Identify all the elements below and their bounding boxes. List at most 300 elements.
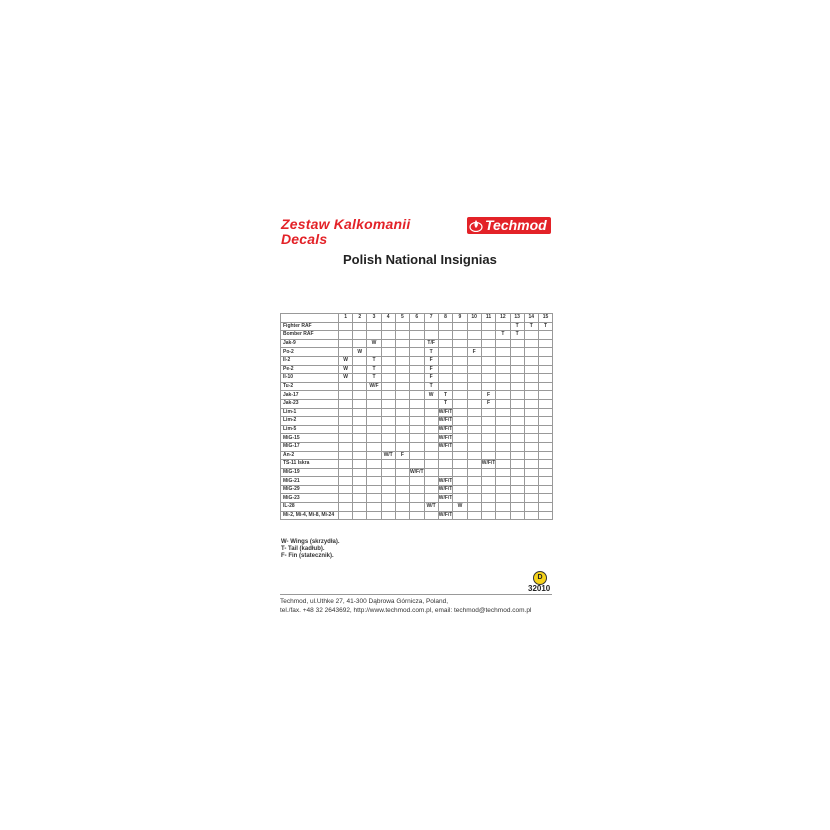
table-cell xyxy=(381,477,395,486)
table-cell xyxy=(467,485,481,494)
table-cell xyxy=(381,382,395,391)
table-cell xyxy=(467,356,481,365)
table-cell xyxy=(353,442,367,451)
table-cell xyxy=(467,477,481,486)
aircraft-name: Tu-2 xyxy=(281,382,339,391)
table-cell xyxy=(381,425,395,434)
column-header: 9 xyxy=(453,314,467,323)
table-cell xyxy=(496,442,510,451)
table-row xyxy=(281,477,553,486)
legend-wings: W- Wings (skrzydła). xyxy=(281,539,340,545)
table-cell xyxy=(481,331,496,340)
aircraft-name: Il-10 xyxy=(281,374,339,383)
table-cell xyxy=(453,460,467,469)
table-cell: F xyxy=(481,399,496,408)
table-cell xyxy=(367,408,381,417)
divider xyxy=(280,594,552,595)
table-cell xyxy=(453,434,467,443)
table-cell xyxy=(395,399,409,408)
table-cell: W/F/T xyxy=(438,417,453,424)
table-cell xyxy=(409,399,424,408)
table-cell xyxy=(424,460,438,469)
aircraft-name: MiG-19 xyxy=(281,468,339,477)
table-row xyxy=(281,494,553,503)
table-cell: F xyxy=(424,365,438,374)
table-cell xyxy=(481,477,496,486)
table-cell xyxy=(467,399,481,408)
table-cell xyxy=(510,391,524,400)
table-cell xyxy=(496,382,510,391)
table-cell xyxy=(453,511,467,520)
table-cell xyxy=(453,417,467,426)
table-cell xyxy=(395,348,409,357)
table-cell xyxy=(496,356,510,365)
table-cell xyxy=(353,374,367,383)
table-cell xyxy=(381,365,395,374)
table-cell xyxy=(510,494,524,503)
table-cell: W/F/T xyxy=(438,443,453,450)
table-cell xyxy=(353,399,367,408)
table-cell xyxy=(481,434,496,443)
table-cell xyxy=(395,494,409,503)
table-cell xyxy=(510,382,524,391)
table-cell xyxy=(496,503,510,512)
table-cell xyxy=(367,460,381,469)
table-cell xyxy=(381,339,395,348)
table-cell xyxy=(538,365,552,374)
table-cell xyxy=(524,391,538,400)
table-cell xyxy=(353,382,367,391)
table-cell xyxy=(395,417,409,426)
table-cell xyxy=(438,460,453,469)
table-cell xyxy=(438,468,453,477)
table-cell xyxy=(524,451,538,460)
table-cell: T/F xyxy=(424,339,438,348)
table-cell xyxy=(481,374,496,383)
table-cell xyxy=(381,322,395,331)
table-cell xyxy=(496,434,510,443)
table-cell: W xyxy=(424,391,438,400)
table-cell xyxy=(481,468,496,477)
table-cell xyxy=(510,485,524,494)
table-cell xyxy=(381,494,395,503)
table-cell xyxy=(395,434,409,443)
table-cell xyxy=(496,374,510,383)
table-cell xyxy=(367,331,381,340)
table-cell xyxy=(409,477,424,486)
table-cell xyxy=(453,382,467,391)
column-header: 3 xyxy=(367,314,381,323)
table-cell xyxy=(367,477,381,486)
table-cell xyxy=(395,442,409,451)
table-cell xyxy=(438,374,453,383)
table-cell xyxy=(367,425,381,434)
table-cell xyxy=(538,477,552,486)
table-cell xyxy=(353,339,367,348)
table-cell xyxy=(424,468,438,477)
table-cell xyxy=(424,434,438,443)
table-cell xyxy=(453,485,467,494)
table-cell xyxy=(353,417,367,426)
table-cell xyxy=(481,365,496,374)
table-cell xyxy=(538,348,552,357)
table-cell xyxy=(467,408,481,417)
table-cell xyxy=(453,399,467,408)
aircraft-name: IL-28 xyxy=(281,503,339,512)
table-cell xyxy=(367,451,381,460)
table-cell xyxy=(424,399,438,408)
aircraft-name: MiG-23 xyxy=(281,494,339,503)
techmod-logo xyxy=(467,217,551,234)
table-cell xyxy=(367,494,381,503)
table-cell xyxy=(524,382,538,391)
table-cell xyxy=(453,451,467,460)
table-cell xyxy=(538,417,552,426)
table-cell: T xyxy=(510,322,524,331)
table-cell xyxy=(467,391,481,400)
table-row xyxy=(281,382,553,391)
table-body xyxy=(281,322,553,520)
table-cell xyxy=(524,417,538,426)
table-cell: F xyxy=(424,374,438,383)
table-cell xyxy=(438,339,453,348)
table-cell xyxy=(381,468,395,477)
table-cell: W xyxy=(367,339,381,348)
table-cell xyxy=(339,382,353,391)
table-cell xyxy=(353,391,367,400)
table-cell xyxy=(453,477,467,486)
table-cell xyxy=(453,365,467,374)
legend-tail: T- Tail (kadłub). xyxy=(281,546,325,552)
column-header: 11 xyxy=(481,314,496,323)
aircraft-name: Lim-5 xyxy=(281,425,339,434)
table-cell xyxy=(367,434,381,443)
table-cell xyxy=(339,442,353,451)
table-cell xyxy=(467,460,481,469)
table-cell xyxy=(496,425,510,434)
column-header: 7 xyxy=(424,314,438,323)
column-header: 1 xyxy=(339,314,353,323)
legend-fin: F- Fin (statecznik). xyxy=(281,553,334,559)
table-cell xyxy=(538,494,552,503)
table-cell xyxy=(510,434,524,443)
table-cell xyxy=(467,382,481,391)
table-cell xyxy=(510,399,524,408)
table-cell xyxy=(510,365,524,374)
table-row xyxy=(281,356,553,365)
table-cell xyxy=(381,348,395,357)
column-header: 6 xyxy=(409,314,424,323)
table-cell: T xyxy=(496,331,510,340)
table-cell xyxy=(367,417,381,426)
table-cell xyxy=(538,408,552,417)
column-header: 13 xyxy=(510,314,524,323)
table-cell xyxy=(453,331,467,340)
table-cell xyxy=(481,356,496,365)
table-row xyxy=(281,503,553,512)
table-cell xyxy=(395,485,409,494)
table-cell xyxy=(381,408,395,417)
table-cell xyxy=(339,408,353,417)
table-cell xyxy=(339,434,353,443)
table-cell: W/F/T xyxy=(438,434,453,441)
table-row xyxy=(281,331,553,340)
table-cell xyxy=(510,417,524,426)
table-cell xyxy=(496,417,510,426)
table-cell xyxy=(496,322,510,331)
table-cell xyxy=(538,339,552,348)
table-cell xyxy=(353,494,367,503)
table-cell xyxy=(510,339,524,348)
table-row xyxy=(281,442,553,451)
column-header: 10 xyxy=(467,314,481,323)
aircraft-name: Pe-2 xyxy=(281,365,339,374)
table-cell xyxy=(510,511,524,520)
table-cell xyxy=(524,365,538,374)
table-cell xyxy=(424,477,438,486)
table-cell xyxy=(538,382,552,391)
table-cell: T xyxy=(424,382,438,391)
table-cell xyxy=(438,451,453,460)
table-cell xyxy=(409,365,424,374)
table-cell xyxy=(510,477,524,486)
table-cell: F xyxy=(424,356,438,365)
table-cell xyxy=(381,434,395,443)
table-cell xyxy=(438,503,453,512)
table-cell xyxy=(496,451,510,460)
table-cell xyxy=(438,331,453,340)
table-cell xyxy=(353,460,367,469)
table-cell: W/F/T xyxy=(438,486,453,493)
aircraft-name: TS-11 Iskra xyxy=(281,460,339,469)
table-cell xyxy=(339,391,353,400)
table-cell xyxy=(496,477,510,486)
table-cell xyxy=(538,399,552,408)
table-cell xyxy=(395,460,409,469)
table-cell xyxy=(524,511,538,520)
table-row xyxy=(281,425,553,434)
table-cell xyxy=(353,434,367,443)
table-cell xyxy=(353,485,367,494)
table-cell xyxy=(424,511,438,520)
table-cell xyxy=(353,511,367,520)
letter-badge: D xyxy=(533,571,547,585)
table-cell xyxy=(409,382,424,391)
table-cell: T xyxy=(367,356,381,365)
table-cell xyxy=(395,477,409,486)
table-cell xyxy=(339,477,353,486)
table-cell xyxy=(467,442,481,451)
table-cell: W xyxy=(353,348,367,357)
table-row xyxy=(281,339,553,348)
table-cell xyxy=(510,460,524,469)
table-row xyxy=(281,399,553,408)
table-row xyxy=(281,417,553,426)
table-cell xyxy=(438,365,453,374)
table-cell xyxy=(353,356,367,365)
table-cell xyxy=(467,322,481,331)
table-cell xyxy=(467,494,481,503)
title-line-1: Zestaw Kalkomanii xyxy=(281,216,411,232)
table-cell xyxy=(367,348,381,357)
table-cell xyxy=(424,494,438,503)
table-cell xyxy=(538,442,552,451)
table-cell xyxy=(381,503,395,512)
footer-address: Techmod, ul.Uthke 27, 41-300 Dąbrowa Górnicza, Poland, xyxy=(280,598,449,605)
table-cell xyxy=(524,503,538,512)
table-cell xyxy=(538,374,552,383)
table-cell xyxy=(481,417,496,426)
aircraft-name: Jak-17 xyxy=(281,391,339,400)
table-cell xyxy=(381,331,395,340)
table-cell xyxy=(409,494,424,503)
table-cell xyxy=(339,451,353,460)
table-row xyxy=(281,322,553,331)
table-cell xyxy=(453,339,467,348)
table-cell xyxy=(367,468,381,477)
table-cell xyxy=(395,322,409,331)
table-cell xyxy=(481,485,496,494)
column-header: 14 xyxy=(524,314,538,323)
table-cell xyxy=(438,356,453,365)
table-cell: W xyxy=(339,356,353,365)
table-cell xyxy=(467,374,481,383)
table-cell xyxy=(367,442,381,451)
table-cell xyxy=(496,339,510,348)
table-cell xyxy=(395,408,409,417)
table-row xyxy=(281,408,553,417)
table-cell xyxy=(339,425,353,434)
table-cell xyxy=(339,322,353,331)
table-cell xyxy=(467,434,481,443)
legend xyxy=(281,539,340,560)
table-cell xyxy=(453,374,467,383)
table-cell xyxy=(409,485,424,494)
table-cell: T xyxy=(438,391,453,400)
table-cell xyxy=(524,399,538,408)
table-cell xyxy=(424,417,438,426)
table-cell xyxy=(481,503,496,512)
column-header: 12 xyxy=(496,314,510,323)
table-cell xyxy=(467,417,481,426)
page-subtitle: Polish National Insignias xyxy=(343,252,497,267)
table-cell: T xyxy=(424,348,438,357)
table-cell: W/F/T xyxy=(481,460,496,467)
table-cell: T xyxy=(367,365,381,374)
table-cell xyxy=(453,322,467,331)
table-cell xyxy=(409,442,424,451)
table-cell xyxy=(424,485,438,494)
table-corner-cell xyxy=(281,314,339,323)
table-cell: W/F xyxy=(367,382,381,391)
table-header-row xyxy=(281,314,553,323)
table-cell: T xyxy=(524,322,538,331)
column-header: 2 xyxy=(353,314,367,323)
table-cell xyxy=(467,503,481,512)
table-cell xyxy=(538,434,552,443)
table-cell xyxy=(381,391,395,400)
table-cell xyxy=(524,425,538,434)
table-cell xyxy=(453,468,467,477)
table-cell xyxy=(339,460,353,469)
decal-set-title xyxy=(281,217,421,247)
table-cell xyxy=(381,356,395,365)
table-row xyxy=(281,468,553,477)
table-cell: W/F/T xyxy=(438,494,453,501)
table-cell xyxy=(453,391,467,400)
table-cell xyxy=(367,391,381,400)
table-cell xyxy=(339,494,353,503)
table-cell xyxy=(524,348,538,357)
table-cell xyxy=(395,468,409,477)
table-cell xyxy=(424,331,438,340)
table-row xyxy=(281,391,553,400)
table-cell xyxy=(339,511,353,520)
aircraft-name: MiG-15 xyxy=(281,434,339,443)
table-cell xyxy=(424,451,438,460)
column-header: 15 xyxy=(538,314,552,323)
table-cell: W/F/T xyxy=(438,511,453,518)
table-cell xyxy=(339,503,353,512)
table-cell xyxy=(353,322,367,331)
table-cell xyxy=(496,408,510,417)
table-cell xyxy=(409,425,424,434)
table-row xyxy=(281,485,553,494)
table-cell xyxy=(409,417,424,426)
table-cell xyxy=(524,494,538,503)
table-cell xyxy=(496,399,510,408)
table-cell xyxy=(395,391,409,400)
table-cell xyxy=(453,425,467,434)
table-cell: W xyxy=(339,365,353,374)
footer xyxy=(280,597,531,615)
table-cell xyxy=(409,339,424,348)
table-cell xyxy=(467,451,481,460)
table-cell xyxy=(353,503,367,512)
table-cell xyxy=(438,348,453,357)
table-cell xyxy=(481,451,496,460)
table-cell xyxy=(496,511,510,520)
table-cell xyxy=(524,477,538,486)
column-header: 5 xyxy=(395,314,409,323)
table-cell xyxy=(481,408,496,417)
aircraft-name: Il-2 xyxy=(281,356,339,365)
column-header: 8 xyxy=(438,314,453,323)
table-cell xyxy=(395,511,409,520)
table-cell xyxy=(538,511,552,520)
table-cell xyxy=(409,460,424,469)
table-cell xyxy=(538,356,552,365)
table-cell xyxy=(467,339,481,348)
aircraft-name: MiG-17 xyxy=(281,442,339,451)
table-row xyxy=(281,374,553,383)
table-cell xyxy=(524,468,538,477)
table-cell xyxy=(524,434,538,443)
aircraft-name: MiG-29 xyxy=(281,485,339,494)
table-cell xyxy=(381,460,395,469)
column-header: 4 xyxy=(381,314,395,323)
table-row xyxy=(281,365,553,374)
table-cell xyxy=(339,485,353,494)
table-cell xyxy=(438,382,453,391)
table-cell: W xyxy=(339,374,353,383)
table-cell: T xyxy=(367,374,381,383)
table-cell xyxy=(538,485,552,494)
table-cell xyxy=(467,365,481,374)
table-row xyxy=(281,511,553,520)
table-cell xyxy=(453,408,467,417)
table-cell xyxy=(409,434,424,443)
